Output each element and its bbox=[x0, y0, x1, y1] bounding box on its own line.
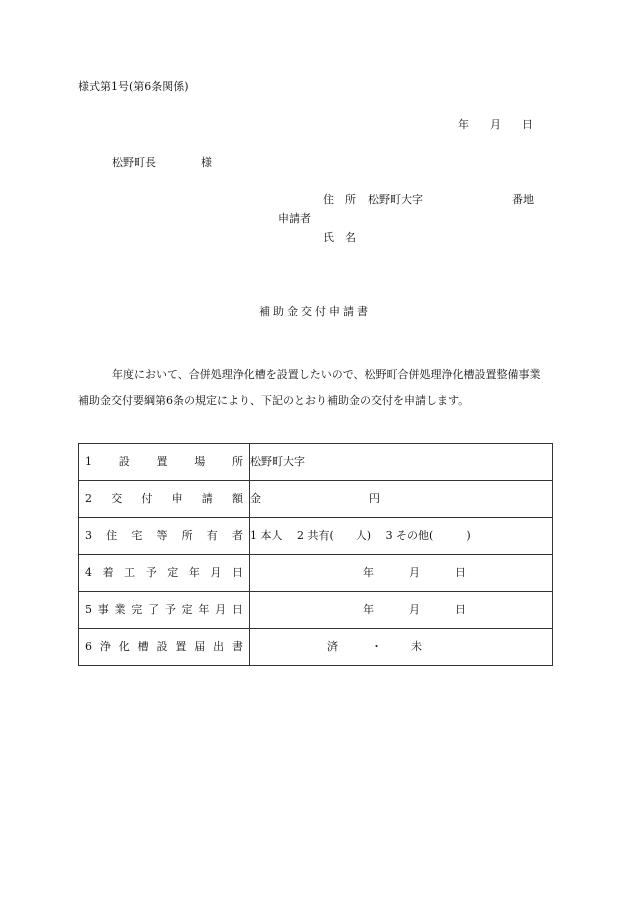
addressee-line bbox=[112, 156, 212, 170]
ownership-value: 1 本人 2 共有( 人) 3 その他( ) bbox=[250, 518, 553, 555]
date-year-label: 年 bbox=[458, 118, 469, 131]
applicant-label: 申請者 bbox=[278, 212, 311, 225]
table-row bbox=[79, 444, 553, 481]
notification-status-value: 済 ・ 未 bbox=[250, 629, 553, 666]
addressee-mayor: 松野町長 bbox=[112, 156, 156, 169]
row-label-cell bbox=[79, 592, 250, 629]
address-label: 住 所 bbox=[323, 193, 356, 206]
name-label: 氏 名 bbox=[323, 231, 356, 244]
row-label-cell bbox=[79, 555, 250, 592]
amount-value bbox=[250, 481, 553, 518]
completion-date-value: 年 月 日 bbox=[250, 592, 553, 629]
addressee-honorific: 様 bbox=[201, 156, 212, 169]
row-label: 6 浄 化 槽 設 置 届 出 書 bbox=[85, 640, 243, 653]
start-date-value: 年 月 日 bbox=[250, 555, 553, 592]
body-text bbox=[78, 362, 554, 414]
body-line-1: 年度において、合併処理浄化槽を設置したいので、松野町合併処理浄化槽設置整備事業 bbox=[112, 368, 541, 381]
form-number: 様式第1号(第6条関係) bbox=[78, 80, 189, 93]
row-label: 2 交 付 申 請 額 bbox=[85, 492, 243, 505]
body-line-2: 補助金交付要綱第6条の規定により、下記のとおり補助金の交付を申請します。 bbox=[78, 394, 470, 407]
table-row bbox=[79, 555, 553, 592]
document-title: 補助金交付申請書 bbox=[259, 305, 371, 318]
row-label: 3 住 宅 等 所 有 者 bbox=[85, 529, 243, 542]
amount-unit: 円 bbox=[369, 492, 380, 505]
date-month-label: 月 bbox=[490, 118, 501, 131]
date-day-label: 日 bbox=[522, 118, 533, 131]
location-value: 松野町大字 bbox=[250, 444, 553, 481]
row-label: 5 事 業 完 了 予 定 年 月 日 bbox=[85, 603, 243, 616]
row-label-cell bbox=[79, 518, 250, 555]
amount-prefix: 金 bbox=[250, 492, 261, 505]
table-row bbox=[79, 629, 553, 666]
row-label-cell bbox=[79, 481, 250, 518]
address-value: 松野町大字 bbox=[368, 193, 423, 206]
row-label: 4 着 工 予 定 年 月 日 bbox=[85, 566, 243, 579]
date-line bbox=[458, 118, 533, 132]
row-label: 1 設 置 場 所 bbox=[85, 455, 243, 468]
table-row bbox=[79, 481, 553, 518]
row-label-cell bbox=[79, 444, 250, 481]
application-table bbox=[78, 443, 553, 666]
table-row bbox=[79, 592, 553, 629]
row-label-cell bbox=[79, 629, 250, 666]
table-row bbox=[79, 518, 553, 555]
banchi-label: 番地 bbox=[512, 193, 534, 206]
